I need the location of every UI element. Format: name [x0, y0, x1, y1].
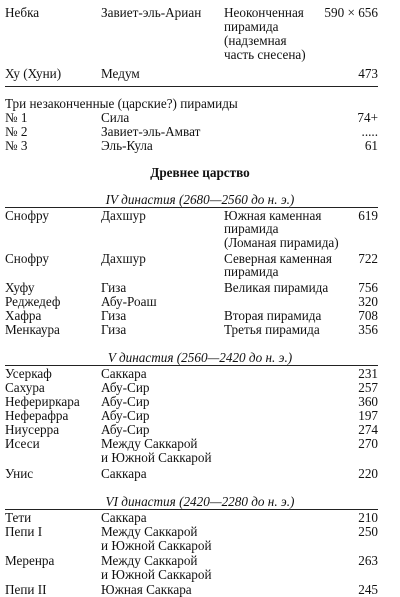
size-value: ..... — [361, 124, 378, 139]
location: Абу-Сир — [101, 394, 150, 409]
location: Абу-Сир — [101, 422, 150, 437]
location: Абу-Сир — [101, 380, 150, 395]
location: Завиет-эль-Ариан — [101, 5, 202, 20]
pharaoh-name: Сахура — [5, 380, 45, 395]
description-line: Неоконченная — [224, 5, 304, 20]
pyramid-number: № 3 — [5, 138, 28, 153]
section-divider — [5, 207, 378, 208]
location: и Южной Саккарой — [101, 567, 212, 582]
location: Абу-Сир — [101, 408, 150, 423]
location: Между Саккарой — [101, 436, 198, 451]
pharaoh-name: Хуфу — [5, 280, 35, 295]
pharaoh-name: Унис — [5, 466, 34, 481]
section-divider — [5, 365, 378, 366]
location: Дахшур — [101, 251, 146, 266]
location: Гиза — [101, 280, 127, 295]
pharaoh-name: Ху (Хуни) — [5, 66, 62, 81]
pharaoh-name: Неферафра — [5, 408, 69, 423]
pharaoh-name: Снофру — [5, 251, 50, 266]
size-value: 61 — [364, 138, 378, 153]
dynasty-title: IV династия (2680—2560 до н. э.) — [105, 192, 295, 207]
location: Саккара — [101, 366, 147, 381]
size-value: 250 — [358, 524, 378, 539]
size-value: 473 — [358, 66, 378, 81]
pyramid-number: № 2 — [5, 124, 28, 139]
location: Саккара — [101, 466, 147, 481]
description-line: (Ломаная пирамида) — [224, 235, 339, 250]
pharaoh-name: Ниусерра — [5, 422, 60, 437]
pharaoh-name: Меренра — [5, 553, 55, 568]
size-value: 257 — [358, 380, 378, 395]
size-value: 619 — [358, 208, 378, 223]
pyramid-number: № 1 — [5, 110, 28, 125]
location: Сила — [101, 110, 130, 125]
description-line: пирамида — [224, 264, 279, 279]
size-value: 756 — [358, 280, 378, 295]
dynasty-title: VI династия (2420—2280 до н. э.) — [105, 494, 295, 509]
size-value: 356 — [358, 322, 378, 337]
pharaoh-name: Нефериркара — [5, 394, 80, 409]
size-value: 320 — [358, 294, 378, 309]
location: Гиза — [101, 322, 127, 337]
size-value: 231 — [358, 366, 378, 381]
size-value: 590 × 656 — [324, 5, 378, 20]
location: Гиза — [101, 308, 127, 323]
pharaoh-name: Реджедеф — [5, 294, 61, 309]
unfinished-title: Три незаконченные (царские?) пирамиды — [5, 96, 238, 111]
section-divider — [5, 509, 378, 510]
pharaoh-name: Хафра — [5, 308, 42, 323]
location: Дахшур — [101, 208, 146, 223]
description-line: часть снесена) — [224, 47, 306, 62]
size-value: 708 — [358, 308, 378, 323]
size-value: 270 — [358, 436, 378, 451]
section-heading: Древнее царство — [150, 165, 250, 180]
description-line: Вторая пирамида — [224, 308, 322, 323]
location: Эль-Кула — [101, 138, 153, 153]
description-line: Северная каменная — [224, 251, 332, 266]
pharaoh-name: Снофру — [5, 208, 50, 223]
size-value: 722 — [358, 251, 378, 266]
size-value: 274 — [358, 422, 378, 437]
size-value: 210 — [358, 510, 378, 525]
size-value: 360 — [358, 394, 378, 409]
pharaoh-name: Исеси — [5, 436, 40, 451]
pharaoh-name: Небка — [5, 5, 40, 20]
description-line: пирамида — [224, 19, 279, 34]
description-line: пирамида — [224, 221, 279, 236]
location: и Южной Саккарой — [101, 450, 212, 465]
dynasty-title: V династия (2560—2420 до н. э.) — [107, 350, 293, 365]
description-line: (надземная — [224, 33, 287, 48]
location: Между Саккарой — [101, 524, 198, 539]
location: Между Саккарой — [101, 553, 198, 568]
size-value: 74+ — [357, 110, 378, 125]
pharaoh-name: Пепи II — [5, 582, 47, 597]
description-line: Великая пирамида — [224, 280, 329, 295]
size-value: 220 — [358, 466, 378, 481]
location: Медум — [101, 66, 140, 81]
size-value: 263 — [358, 553, 378, 568]
location: Завиет-эль-Амват — [101, 124, 201, 139]
pharaoh-name: Усеркаф — [5, 366, 52, 381]
description-line: Южная каменная — [224, 208, 322, 223]
location: и Южной Саккарой — [101, 538, 212, 553]
section-divider — [5, 86, 378, 87]
pharaoh-name: Пепи I — [5, 524, 43, 539]
pharaoh-name: Тети — [5, 510, 32, 525]
location: Южная Саккара — [101, 582, 192, 597]
pharaoh-name: Менкаура — [5, 322, 60, 337]
location: Саккара — [101, 510, 147, 525]
description-line: Третья пирамида — [224, 322, 320, 337]
size-value: 245 — [358, 582, 378, 597]
location: Абу-Роаш — [101, 294, 157, 309]
size-value: 197 — [358, 408, 378, 423]
